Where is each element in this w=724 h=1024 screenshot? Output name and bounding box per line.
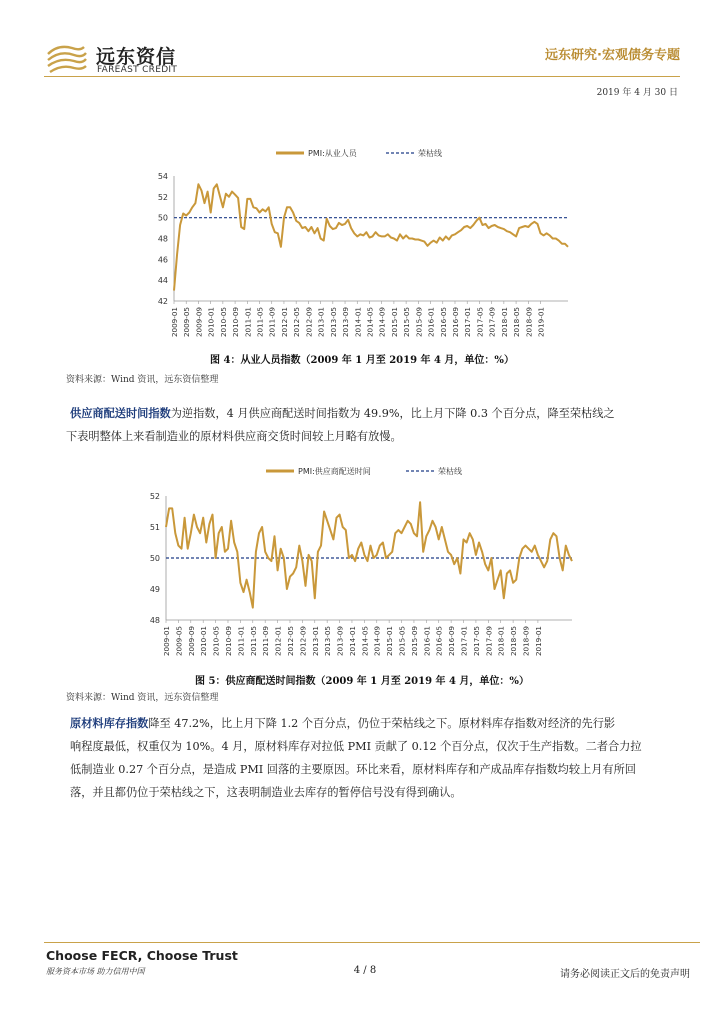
x-tick-label: 2010-09 (231, 307, 241, 338)
figure5-caption: 图 5：供应商配送时间指数（2009 年 1 月至 2019 年 4 月，单位：%） (195, 676, 529, 687)
x-tick-label: 2012-01 (273, 626, 283, 657)
brand-name-en: FAREAST CREDIT (97, 65, 178, 75)
x-tick-label: 2010-01 (199, 626, 209, 657)
footer-slogan: Choose FECR, Choose Trust (46, 948, 238, 963)
x-tick-label: 2012-05 (292, 307, 302, 338)
x-tick-label: 2018-01 (496, 626, 506, 657)
x-tick-label: 2010-05 (218, 307, 228, 338)
legend-label-reference: 荣枯线 (438, 467, 462, 476)
legend-label-series: PMI:从业人员 (308, 149, 357, 158)
x-tick-label: 2015-09 (409, 626, 419, 657)
x-tick-label: 2009-09 (194, 307, 204, 338)
x-tick-label: 2015-01 (385, 626, 395, 657)
x-tick-label: 2017-09 (484, 626, 494, 657)
figure4-caption: 图 4：从业人员指数（2009 年 1 月至 2019 年 4 月，单位：%） (210, 355, 514, 366)
x-tick-label: 2011-09 (261, 626, 271, 657)
x-tick-label: 2012-01 (279, 307, 289, 338)
y-tick-label: 52 (149, 492, 160, 501)
y-tick-label: 50 (149, 554, 160, 563)
page-number: 4 / 8 (353, 965, 377, 976)
x-tick-label: 2009-05 (182, 307, 192, 338)
x-tick-label: 2013-09 (335, 626, 345, 657)
paragraph-line: 原材料库存指数降至 47.2%，比上月下降 1.2 个百分点，仍位于荣枯线之下。原材料库存指数对经济的先行影 (70, 716, 616, 730)
paragraph-line: 低制造业 0.27 个百分点，是造成 PMI 回落的主要原因。环比来看，原材料库存和产成品库存指数均较上月有所回 (70, 763, 636, 776)
x-tick-label: 2013-05 (323, 626, 333, 657)
paragraph-line: 下表明整体上来看制造业的原材料供应商交货时间较上月略有放慢。 (66, 430, 402, 443)
x-tick-label: 2016-01 (422, 626, 432, 657)
x-tick-label: 2009-01 (170, 307, 179, 338)
x-tick-label: 2017-01 (463, 307, 473, 338)
disclaimer-note: 请务必阅读正文后的免责声明 (560, 969, 690, 980)
x-tick-label: 2014-05 (365, 307, 375, 338)
x-tick-label: 2009-01 (162, 626, 171, 657)
x-tick-label: 2014-01 (347, 626, 357, 657)
x-tick-label: 2013-01 (310, 626, 320, 657)
x-tick-label: 2017-05 (475, 307, 485, 338)
footer-divider (44, 942, 700, 943)
x-tick-label: 2010-09 (223, 626, 233, 657)
x-tick-label: 2011-09 (267, 307, 277, 338)
y-tick-label: 48 (149, 616, 160, 625)
x-tick-label: 2017-05 (471, 626, 481, 657)
x-tick-label: 2012-05 (285, 626, 295, 657)
x-tick-label: 2009-05 (174, 626, 184, 657)
x-tick-label: 2011-05 (248, 626, 258, 657)
x-tick-label: 2012-09 (304, 307, 314, 338)
x-tick-label: 2018-05 (512, 307, 522, 338)
x-tick-label: 2017-01 (459, 626, 469, 657)
series-line (174, 184, 568, 290)
figure5-source: 资料来源：Wind 资讯，远东资信整理 (66, 693, 219, 703)
x-tick-label: 2014-09 (377, 307, 387, 338)
y-tick-label: 48 (157, 234, 168, 244)
brand-name-cn: 远东资信 (96, 46, 177, 68)
x-tick-label: 2017-09 (487, 307, 497, 338)
y-tick-label: 51 (149, 523, 160, 532)
x-tick-label: 2018-09 (521, 626, 531, 657)
x-tick-label: 2016-01 (426, 307, 436, 338)
x-tick-label: 2012-09 (298, 626, 308, 657)
x-tick-label: 2016-09 (447, 626, 457, 657)
highlight-term: 供应商配送时间指数 (70, 406, 171, 420)
x-tick-label: 2016-05 (434, 626, 444, 657)
x-tick-label: 2018-01 (499, 307, 509, 338)
paragraph-line: 落，并且都仍位于荣枯线之下，这表明制造业去库存的暂停信号没有得到确认。 (70, 786, 462, 799)
figure4-source: 资料来源：Wind 资讯，远东资信整理 (66, 375, 219, 385)
x-tick-label: 2013-01 (316, 307, 326, 338)
x-tick-label: 2019-01 (533, 626, 543, 657)
footer-tagline: 服务资本市场 助力信用中国 (46, 967, 145, 976)
legend-label-series: PMI:供应商配送时间 (298, 467, 371, 476)
x-tick-label: 2013-09 (341, 307, 351, 338)
paragraph-line: 响程度最低，权重仅为 10%。4 月，原材料库存对拉低 PMI 贡献了 0.12 个百分点，仅次于生产指数。二者合力拉 (70, 740, 642, 753)
y-tick-label: 49 (149, 585, 160, 594)
x-tick-label: 2019-01 (536, 307, 546, 338)
report-series-title: 远东研究·宏观债务专题 (545, 48, 680, 63)
x-tick-label: 2011-01 (236, 626, 246, 657)
employment-index-chart (150, 140, 590, 345)
legend-label-reference: 荣枯线 (418, 149, 442, 158)
x-tick-label: 2014-05 (360, 626, 370, 657)
x-tick-label: 2015-01 (389, 307, 399, 338)
fareast-logo-icon (44, 40, 90, 78)
x-tick-label: 2015-05 (397, 626, 407, 657)
x-tick-label: 2009-09 (186, 626, 196, 657)
logo (44, 40, 194, 80)
y-tick-label: 54 (157, 172, 168, 181)
x-tick-label: 2018-05 (509, 626, 519, 657)
highlight-term: 原材料库存指数 (70, 716, 149, 730)
y-tick-label: 52 (157, 192, 168, 202)
x-tick-label: 2018-09 (524, 307, 534, 338)
x-tick-label: 2010-05 (211, 626, 221, 657)
x-tick-label: 2014-01 (353, 307, 363, 338)
y-tick-label: 44 (157, 276, 168, 286)
supplier-delivery-chart (140, 460, 590, 668)
x-tick-label: 2014-09 (372, 626, 382, 657)
paragraph-raw-material-inventory (70, 712, 658, 804)
paragraph-line: 供应商配送时间指数为逆指数，4 月供应商配送时间指数为 49.9%，比上月下降 0.3 个百分点，降至荣枯线之 (70, 406, 615, 420)
y-tick-label: 46 (157, 255, 168, 265)
y-tick-label: 50 (157, 213, 168, 223)
x-tick-label: 2015-05 (402, 307, 412, 338)
x-tick-label: 2010-01 (206, 307, 216, 338)
header-divider (44, 76, 680, 77)
x-tick-label: 2015-09 (414, 307, 424, 338)
x-tick-label: 2016-09 (450, 307, 460, 338)
series-line (166, 502, 572, 607)
x-tick-label: 2011-01 (243, 307, 253, 338)
y-tick-label: 42 (157, 297, 168, 306)
x-tick-label: 2016-05 (438, 307, 448, 338)
x-tick-label: 2013-05 (328, 307, 338, 338)
x-tick-label: 2011-05 (255, 307, 265, 338)
report-date: 2019 年 4 月 30 日 (596, 88, 678, 98)
paragraph-supplier-delivery (66, 402, 658, 448)
